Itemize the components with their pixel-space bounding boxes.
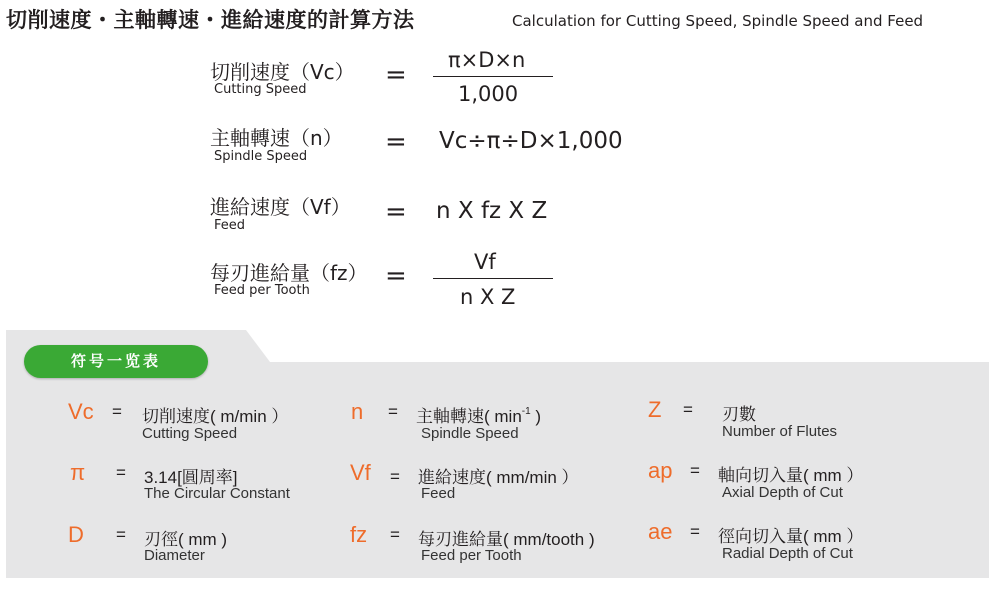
equals-sign: = (385, 197, 407, 227)
symbol-table-panel (6, 330, 989, 578)
formula-label: 切削速度（Vc） (210, 60, 355, 84)
page-title: 切削速度・主軸轉速・進給速度的計算方法 (6, 8, 415, 32)
formula-label-en: Feed per Tooth (214, 283, 310, 298)
symbol-ap: ap (648, 458, 673, 483)
symbol-table-badge: 符号一览表 (24, 345, 208, 378)
formula-label: 主軸轉速（n） (210, 126, 343, 150)
symbol-fz: fz (350, 522, 368, 547)
fraction-numerator: Vf (474, 250, 496, 274)
symbol-pi: π (70, 460, 86, 485)
symbol-equals: = (690, 461, 700, 480)
definition-en: Feed (421, 485, 456, 502)
symbol-equals: = (690, 522, 700, 541)
symbol-ae: ae (648, 519, 673, 544)
formula-label-en: Feed (214, 218, 246, 233)
symbol-vc: Vc (68, 399, 94, 424)
formula-expression: n X fz X Z (436, 198, 548, 224)
formula-label: 每刃進給量（fz） (210, 261, 368, 285)
symbol-n: n (351, 399, 364, 424)
definition-zh: 每刃進給量( mm/tooth ) (418, 530, 595, 549)
symbol-equals: = (390, 525, 400, 544)
fraction-denominator: n X Z (460, 285, 516, 309)
formula-label: 進給速度（Vf） (210, 195, 351, 219)
fraction-bar (433, 76, 553, 77)
formula-expression: Vc÷π÷D×1,000 (439, 128, 623, 154)
symbol-equals: = (390, 467, 400, 486)
symbol-z: Z (648, 397, 662, 422)
definition-en: Axial Depth of Cut (722, 484, 843, 501)
definition-en: Number of Flutes (722, 423, 838, 440)
definition-zh: 刃數 (722, 405, 756, 424)
formula-label-en: Spindle Speed (214, 149, 308, 164)
symbol-equals: = (116, 463, 126, 482)
definition-en: Feed per Tooth (421, 547, 522, 564)
definition-en: The Circular Constant (144, 485, 290, 502)
fraction-bar (433, 278, 553, 279)
symbol-equals: = (388, 402, 398, 421)
fraction-denominator: 1,000 (458, 82, 519, 106)
page-subtitle: Calculation for Cutting Speed, Spindle Speed and Feed (512, 12, 924, 30)
definition-zh: 切削速度( m/min ） (142, 407, 289, 426)
definition-en: Diameter (144, 547, 205, 564)
symbol-d: D (68, 522, 84, 547)
symbol-equals: = (112, 402, 122, 421)
definition-zh: 3.14[圓周率] (144, 468, 238, 487)
symbol-equals: = (116, 525, 126, 544)
definition-en: Cutting Speed (142, 425, 238, 442)
formula-label-en: Cutting Speed (214, 82, 307, 97)
definition-zh: 進給速度( mm/min ） (418, 468, 579, 487)
definition-zh: 徑向切入量( mm ） (718, 527, 864, 546)
equals-sign: = (385, 60, 407, 90)
definition-en: Radial Depth of Cut (722, 545, 853, 562)
definition-zh: 刃徑( mm ) (144, 530, 228, 549)
definition-en: Spindle Speed (421, 425, 519, 442)
definition-zh: 軸向切入量( mm ） (718, 466, 864, 485)
fraction-numerator: π×D×n (448, 48, 526, 72)
symbol-vf: Vf (350, 460, 371, 485)
definition-zh: 主軸轉速( $\min^{-1}$ ) (416, 406, 542, 426)
equals-sign: = (385, 261, 407, 291)
equals-sign: = (385, 127, 407, 157)
symbol-equals: = (683, 400, 693, 419)
